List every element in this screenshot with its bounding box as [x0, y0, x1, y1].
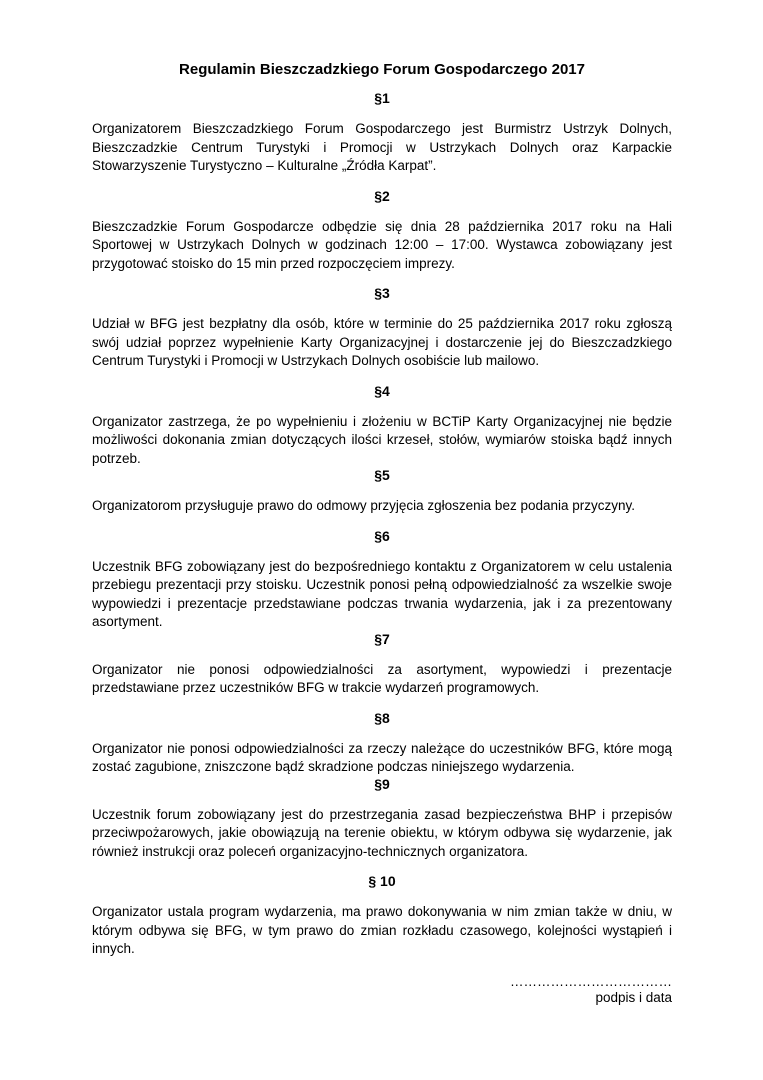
- section-9: [92, 777, 672, 862]
- section-7: [92, 632, 672, 698]
- section-7-heading: §7: [374, 630, 390, 647]
- section-4: [92, 384, 672, 469]
- section-9-body: Uczestnik forum zobowiązany jest do przestrzegania zasad bezpieczeństwa BHP i przepisów przeciwpożarowych, jakie obowiązują na terenie obiektu, w którym odbywa się wydarzenie, jak również instrukcji oraz poleceń organizacyjno-technicznych organizatora.: [92, 806, 672, 859]
- section-4-body: Organizator zastrzega, że po wypełnieniu i złożeniu w BCTiP Karty Organizacyjnej nie będzie możliwości dokonania zmian dotyczących ilości krzeseł, stołów, wymiarów stoiska bądź innych potrzeb.: [92, 413, 672, 466]
- section-6: [92, 529, 672, 632]
- section-2-heading: §2: [374, 187, 390, 204]
- section-3-body: Udział w BFG jest bezpłatny dla osób, które w terminie do 25 października 2017 roku zgłoszą swój udział poprzez wypełnienie Karty Organizacyjnej i dostarczenie jej do Bieszczadzkiego Centrum Turystyki i Promocji w Ustrzykach Dolnych osobiście lub mailowo.: [92, 316, 672, 368]
- section-8-heading: §8: [374, 709, 390, 726]
- section-1-heading: §1: [374, 90, 390, 106]
- section-5: [92, 468, 672, 516]
- section-4-heading: §4: [374, 382, 390, 399]
- section-1: [92, 91, 672, 176]
- section-8-body: Organizator nie ponosi odpowiedzialności za rzeczy należące do uczestników BFG, które mogą zostać zagubione, zniszczone bądź skradzione podczas niniejszego wydarzenia.: [92, 740, 672, 774]
- section-3-heading: §3: [374, 285, 390, 301]
- section-5-body: Organizatorom przysługuje prawo do odmowy przyjęcia zgłoszenia bez podania przyczyny.: [92, 498, 636, 513]
- section-6-heading: §6: [374, 527, 390, 544]
- signature-block: [92, 975, 672, 1008]
- section-8: [92, 711, 672, 777]
- section-10: [92, 874, 672, 959]
- section-1-body: Organizatorem Bieszczadzkiego Forum Gospodarczego jest Burmistrz Ustrzyk Dolnych, Bieszczadzkie Centrum Turystyki i Promocji w Ustrzykach Dolnych oraz Karpackie Stowarzyszenie Turystyczno – Kulturalne „Źródła Karpat”.: [92, 121, 672, 173]
- section-6-body: Uczestnik BFG zobowiązany jest do bezpośredniego kontaktu z Organizatorem w celu ustalenia przebiegu prezentacji przy stoisku. Uczestnik ponosi pełną odpowiedzialność za wszelkie swoje wypowiedzi i prezentacje przedstawiane podczas trwania wydarzenia, jak i za prezentowany asortyment.: [92, 558, 672, 629]
- section-7-body: Organizator nie ponosi odpowiedzialności za asortyment, wypowiedzi i prezentacje przedstawiane przez uczestników BFG w trakcie wydarzeń programowych.: [92, 661, 672, 695]
- document-title: Regulamin Bieszczadzkiego Forum Gospodarczego 2017: [179, 61, 585, 78]
- section-10-heading: § 10: [368, 873, 396, 889]
- section-10-body: Organizator ustala program wydarzenia, ma prawo dokonywania w nim zmian także w dniu, w którym odbywa się BFG, w tym prawo do zmian rozkładu czasowego, kolejności wystąpień i innych.: [92, 904, 672, 956]
- section-5-heading: §5: [374, 467, 390, 483]
- section-2: [92, 189, 672, 274]
- section-3: [92, 286, 672, 371]
- signature-dotted-line: ………………………………: [510, 973, 672, 989]
- section-2-body: Bieszczadzkie Forum Gospodarcze odbędzie się dnia 28 października 2017 roku na Hali Sportowej w Ustrzykach Dolnych w godzinach 12:00 – 17:00. Wystawca zobowiązany jest przygotować stoisko do 15 min przed rozpoczęciem imprezy.: [92, 218, 672, 271]
- signature-label: podpis i data: [595, 989, 672, 1005]
- section-9-heading: §9: [374, 775, 390, 792]
